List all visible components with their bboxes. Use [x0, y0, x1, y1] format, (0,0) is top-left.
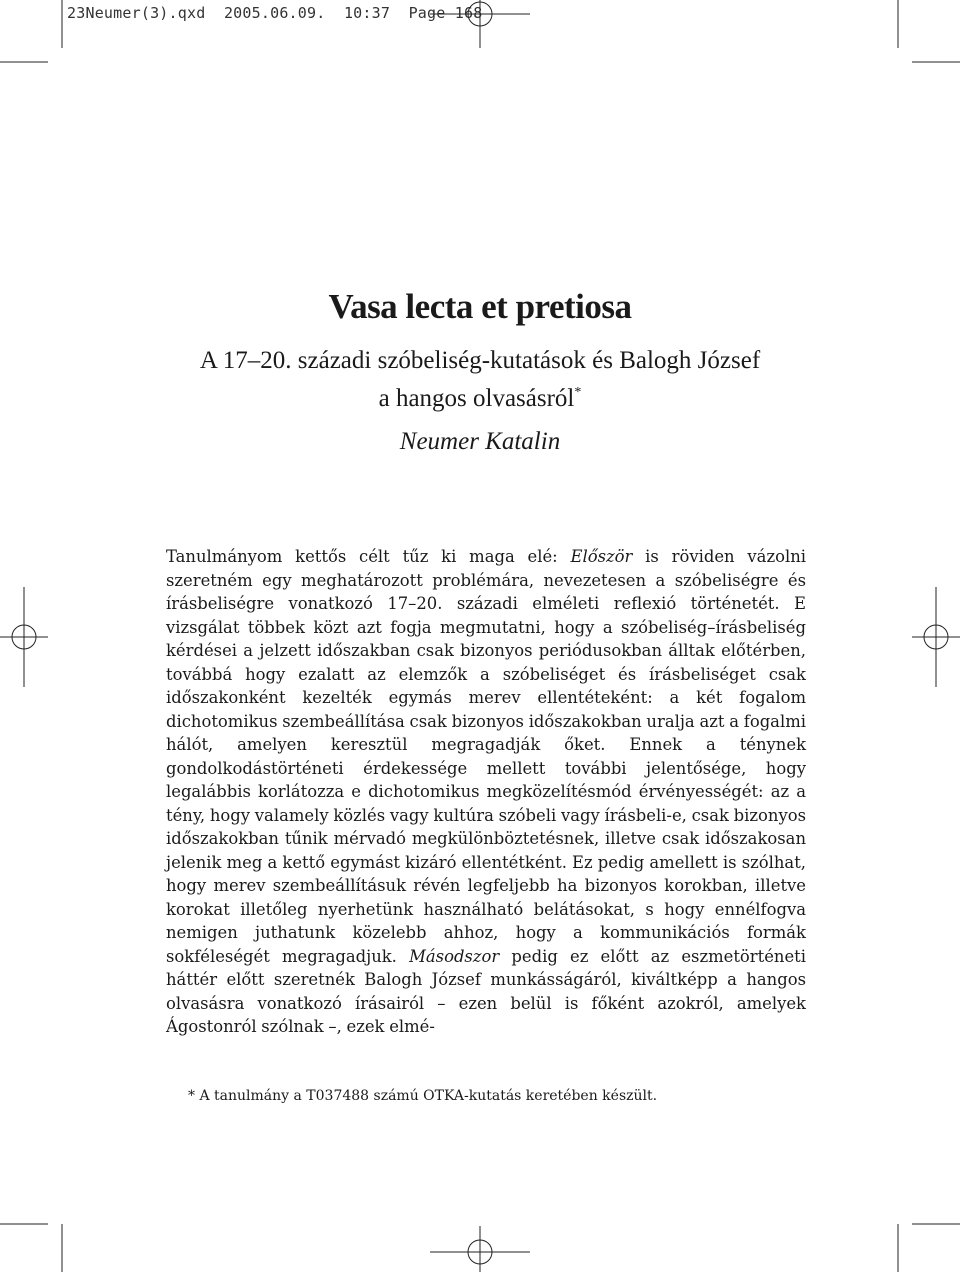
- subtitle-line-2-text: a hangos olvasásról: [378, 385, 575, 412]
- author-name: Neumer Katalin: [399, 428, 561, 455]
- slug-date: 2005.06.09.: [223, 4, 326, 22]
- slug-time: 10:37: [343, 4, 391, 22]
- footnote: * A tanulmány a T037488 számú OTKA-kutatás keretében készült.: [188, 1088, 658, 1104]
- registration-mark-top: [430, 0, 530, 48]
- body-segment-3: pedig ez előtt az eszmetörténeti háttér előtt szeretnék Balogh József munkásságáról, kiváltképp a hangos olvasásra vonatkozó írásairól – ezen belül is főként azokról, amelyek Ágostonról szólnak –, ezek elmé-: [166, 946, 807, 1036]
- registration-mark-left: [0, 587, 48, 687]
- body-italic-1: Először: [570, 547, 633, 566]
- slug-file: 23Neumer(3).qxd: [67, 4, 206, 22]
- article-title: Vasa lecta et pretiosa: [328, 287, 632, 326]
- subtitle-line-1: A 17–20. századi szóbeliség-kutatások és Balogh József: [199, 347, 761, 374]
- slug-page: Page 168: [408, 4, 483, 22]
- registration-mark-bottom: [430, 1226, 530, 1272]
- body-text: [166, 545, 806, 1039]
- article-subtitle: [0, 342, 960, 418]
- subtitle-line-2: [0, 380, 960, 418]
- footnote-marker: *: [574, 385, 582, 400]
- paragraph: [166, 545, 806, 1039]
- body-segment-1: Tanulmányom kettős célt tűz ki maga elé:: [166, 547, 571, 566]
- body-italic-2: Másodszor: [409, 946, 500, 966]
- registration-mark-right: [912, 587, 960, 687]
- body-segment-2: is röviden vázolni szeretném egy meghatározott problémára, nevezetesen a szóbeliségre és írásbeliségre vonatkozó 17–20. századi elméleti reflexió történetét. E vizsgálat többek közt azt fogja megmutatni, hogy a szóbeliség–írásbeliség kérdései a jelzett időszakban csak bizonyos periódusokban álltak előtérben, továbbá hogy ezalatt az elemzők a szóbeliséget és írásbeliséget csak időszakonként kezelték egymás merev ellentéteként: a két fogalom dichotomikus szembeállítása csak bizonyos időszakokban uralja azt a fogalmi hálót, amelyen keresztül megragadják őket. Ennek a ténynek gondolkodástörténeti érdekessége mellett további jelentősége, hogy legalábbis korlátozza e dichotomikus megközelítésmód érvényességét: az a tény, hogy valamely közlés vagy kultúra szóbeli vagy írásbeli-e, csak bizonyos időszakokban tűnik mérvadó megkülönböztetésnek, illetve csak időszakosan jelenik meg a kettő egymást kizáró ellentétként. Ez pedig amellett is szólhat, hogy merev szembeállításuk révén legfeljebb ha bizonyos korokban, illetve korokat illetőleg nyerhetünk használható belátásokat, s hogy ennélfogva nemigen juthatunk közelebb ahhoz, hogy a kommunikációs formák sokféleségét megragadjuk.: [166, 547, 806, 966]
